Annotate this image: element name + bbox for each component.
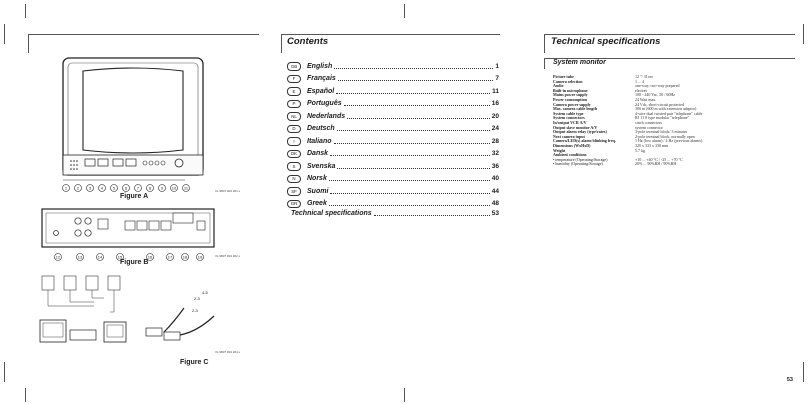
figure-a-diagram — [55, 55, 245, 200]
spec-value: 300 m (600 m with extension adaptor) — [635, 106, 697, 112]
toc-leader — [374, 215, 490, 216]
page-frame — [28, 34, 259, 53]
toc-entry[interactable] — [287, 185, 499, 198]
svg-text:9: 9 — [160, 185, 164, 191]
toc-tech-row[interactable] — [291, 210, 499, 217]
svg-text:12: 12 — [55, 254, 61, 260]
toc-entry-name: Dansk — [307, 150, 329, 158]
crop-mark — [25, 4, 26, 18]
toc-entry-name: English — [307, 62, 333, 70]
spec-key: • temperature (Operating/Storage) — [553, 156, 608, 162]
spec-key: Camera selection — [553, 78, 583, 84]
toc-entry-page: 36 — [491, 162, 499, 170]
toc-leader — [329, 205, 490, 206]
language-code-badge: GB — [287, 62, 301, 71]
toc-tech-page: 53 — [491, 210, 499, 217]
spec-value: 24 Vdc, short-circuit protected — [635, 101, 685, 107]
spec-value: 12 "/ 31cm — [635, 74, 653, 79]
spec-key: Ambient conditions — [553, 152, 587, 158]
toc-entry-name: Italiano — [307, 137, 332, 145]
spec-value: 2-pole terminal block, normally open — [635, 133, 695, 139]
language-code-badge: GR — [287, 200, 301, 209]
toc-leader — [336, 93, 490, 94]
crop-mark — [404, 4, 405, 18]
spec-value: system connector — [635, 124, 663, 130]
spec-value: 100 - 240 Vac, 50 / 60Hz — [635, 92, 676, 98]
svg-text:18: 18 — [182, 254, 188, 260]
toc-leader — [330, 193, 489, 194]
spec-value: 3-pole terminal block/ 3 minutes — [635, 129, 688, 135]
svg-text:1: 1 — [64, 185, 68, 191]
spec-key: Picture tube — [553, 74, 574, 79]
spec-row — [553, 162, 702, 167]
toc-entry-name: Suomi — [307, 187, 329, 195]
toc-tech-name: Technical specifications — [291, 210, 372, 217]
svg-text:7: 7 — [136, 185, 140, 191]
spec-key: Mains power supply — [553, 92, 588, 98]
figure-c-diagram — [34, 272, 244, 360]
svg-text:2-3: 2-3 — [194, 296, 200, 301]
toc-entry-page: 48 — [491, 200, 499, 208]
tech-subtitle: System monitor — [553, 59, 606, 66]
toc-list — [287, 60, 499, 210]
language-code-badge: SF — [287, 187, 301, 196]
svg-text:10: 10 — [171, 185, 177, 191]
toc-entry-name: Deutsch — [307, 125, 335, 133]
contents-title: Contents — [287, 36, 329, 47]
language-code-badge: S — [287, 162, 301, 171]
toc-leader — [330, 155, 490, 156]
svg-text:13: 13 — [77, 254, 83, 260]
spec-value: 24 Watt max. — [635, 96, 657, 102]
svg-text:14: 14 — [97, 254, 103, 260]
toc-entry-page: 40 — [491, 175, 499, 183]
figure-c-code: XL 9807 003 204.x — [215, 350, 241, 354]
language-code-badge: I — [287, 137, 301, 146]
toc-entry[interactable] — [287, 160, 499, 173]
spec-key: Output alarm relay (type/rates) — [553, 129, 607, 135]
spec-key: Next camera input — [553, 133, 585, 139]
language-code-badge: F — [287, 75, 301, 84]
toc-entry-page: 44 — [491, 187, 499, 195]
toc-leader — [334, 143, 490, 144]
spec-value: one-way, two-way prepared — [635, 83, 680, 89]
spec-value: 1 Hz (low alarm) / 4 Hz (previous alarms) — [635, 138, 703, 144]
toc-entry-page: 7 — [495, 75, 499, 83]
toc-entry-page: 32 — [491, 150, 499, 158]
spec-key: System connectors — [553, 115, 585, 121]
svg-text:2-3: 2-3 — [192, 308, 198, 313]
crop-mark — [404, 388, 405, 402]
toc-entry-page: 24 — [491, 125, 499, 133]
svg-text:15: 15 — [117, 254, 123, 260]
spec-key: Power consumption — [553, 96, 587, 102]
spec-key: Built-in microphone — [553, 87, 588, 93]
figure-a-code: XL 9807 003 201.x — [215, 189, 241, 193]
spec-value: 5.7 kg — [635, 147, 645, 153]
language-code-badge: E — [287, 87, 301, 96]
spec-value: 320 x 333 x 330 mm — [635, 142, 669, 148]
toc-entry-name: Nederlands — [307, 112, 346, 120]
figure-b-label: Figure B — [120, 259, 149, 266]
crop-mark — [4, 362, 5, 382]
svg-text:19: 19 — [197, 254, 203, 260]
spec-key: Camera/LED(s) alarm blinking freq. — [553, 138, 616, 144]
language-code-badge: N — [287, 175, 301, 184]
figure-a-label: Figure A — [120, 193, 149, 200]
crop-mark — [25, 388, 26, 402]
toc-leader — [347, 118, 490, 119]
svg-text:17: 17 — [167, 254, 173, 260]
spec-key: Audio — [553, 83, 564, 89]
toc-entry-page: 20 — [491, 112, 499, 120]
toc-entry[interactable] — [287, 123, 499, 136]
spec-value: RJ 11 8 type modular "telephone" — [635, 115, 690, 121]
svg-text:5: 5 — [112, 185, 116, 191]
svg-text:2: 2 — [76, 185, 80, 191]
toc-entry-page: 16 — [491, 100, 499, 108]
toc-entry-name: Português — [307, 100, 342, 108]
toc-entry-name: Greek — [307, 200, 327, 208]
toc-entry[interactable] — [287, 198, 499, 211]
spec-value: 1 ... 4 — [635, 78, 644, 84]
spec-value: 4-wire dual twisted pair "telephone" cable — [635, 110, 703, 116]
spec-key: Output slave monitor A/V — [553, 124, 598, 130]
toc-entry-name: Svenska — [307, 162, 336, 170]
language-code-badge: P — [287, 100, 301, 109]
toc-leader — [337, 130, 490, 131]
spec-key: Dimensions (WxHxD) — [553, 142, 591, 148]
crop-mark — [4, 24, 5, 44]
toc-entry[interactable] — [287, 110, 499, 123]
language-code-badge: NL — [287, 112, 301, 121]
svg-text:4: 4 — [100, 185, 104, 191]
language-code-badge: D — [287, 125, 301, 134]
toc-entry-page: 1 — [495, 62, 499, 70]
svg-text:3: 3 — [88, 185, 92, 191]
spec-key: • humidity (Operating/Storage) — [553, 161, 603, 167]
toc-leader — [329, 180, 490, 181]
svg-text:6: 6 — [124, 185, 128, 191]
spec-key: System cable type — [553, 110, 584, 116]
toc-leader — [337, 168, 489, 169]
toc-entry-name: Español — [307, 87, 335, 95]
spec-value: +10 ... +40 °C / -25 ... +70 °C — [635, 156, 683, 162]
toc-entry-page: 11 — [492, 87, 499, 95]
figure-b-code: XL 9807 003 202.x — [215, 254, 241, 258]
toc-entry[interactable] — [287, 173, 499, 186]
figure-c-label: Figure C — [180, 359, 209, 366]
crop-mark — [803, 24, 804, 44]
toc-entry-name: Français — [307, 75, 336, 83]
spec-key: Max. camera cable length — [553, 106, 597, 112]
toc-entry[interactable] — [287, 85, 499, 98]
spec-value: cinch connectors — [635, 119, 662, 125]
svg-text:4-5: 4-5 — [202, 290, 208, 295]
toc-leader — [338, 80, 494, 81]
spec-value: 20% ... 90%RH / 90%RH — [635, 161, 677, 167]
crop-mark — [803, 362, 804, 382]
toc-leader — [344, 105, 490, 106]
spec-table — [553, 75, 702, 167]
toc-entry[interactable] — [287, 148, 499, 161]
language-code-badge: DK — [287, 150, 301, 159]
page-number: 53 — [786, 377, 793, 383]
tech-title: Technical specifications — [551, 36, 661, 47]
spec-key: Weight — [553, 147, 566, 153]
toc-entry[interactable] — [287, 60, 499, 73]
toc-entry-name: Norsk — [307, 175, 327, 183]
svg-text:11: 11 — [183, 185, 189, 191]
spec-key: In/output VCR A/V — [553, 119, 587, 125]
toc-entry[interactable] — [287, 135, 499, 148]
toc-entry[interactable] — [287, 73, 499, 86]
svg-text:8: 8 — [148, 185, 152, 191]
figure-b-diagram — [40, 207, 240, 267]
spec-key: Camera power supply — [553, 101, 591, 107]
spec-value: electret — [635, 87, 647, 93]
toc-entry-page: 28 — [491, 137, 499, 145]
svg-text:16: 16 — [147, 254, 153, 260]
toc-entry[interactable] — [287, 98, 499, 111]
toc-leader — [334, 68, 493, 69]
